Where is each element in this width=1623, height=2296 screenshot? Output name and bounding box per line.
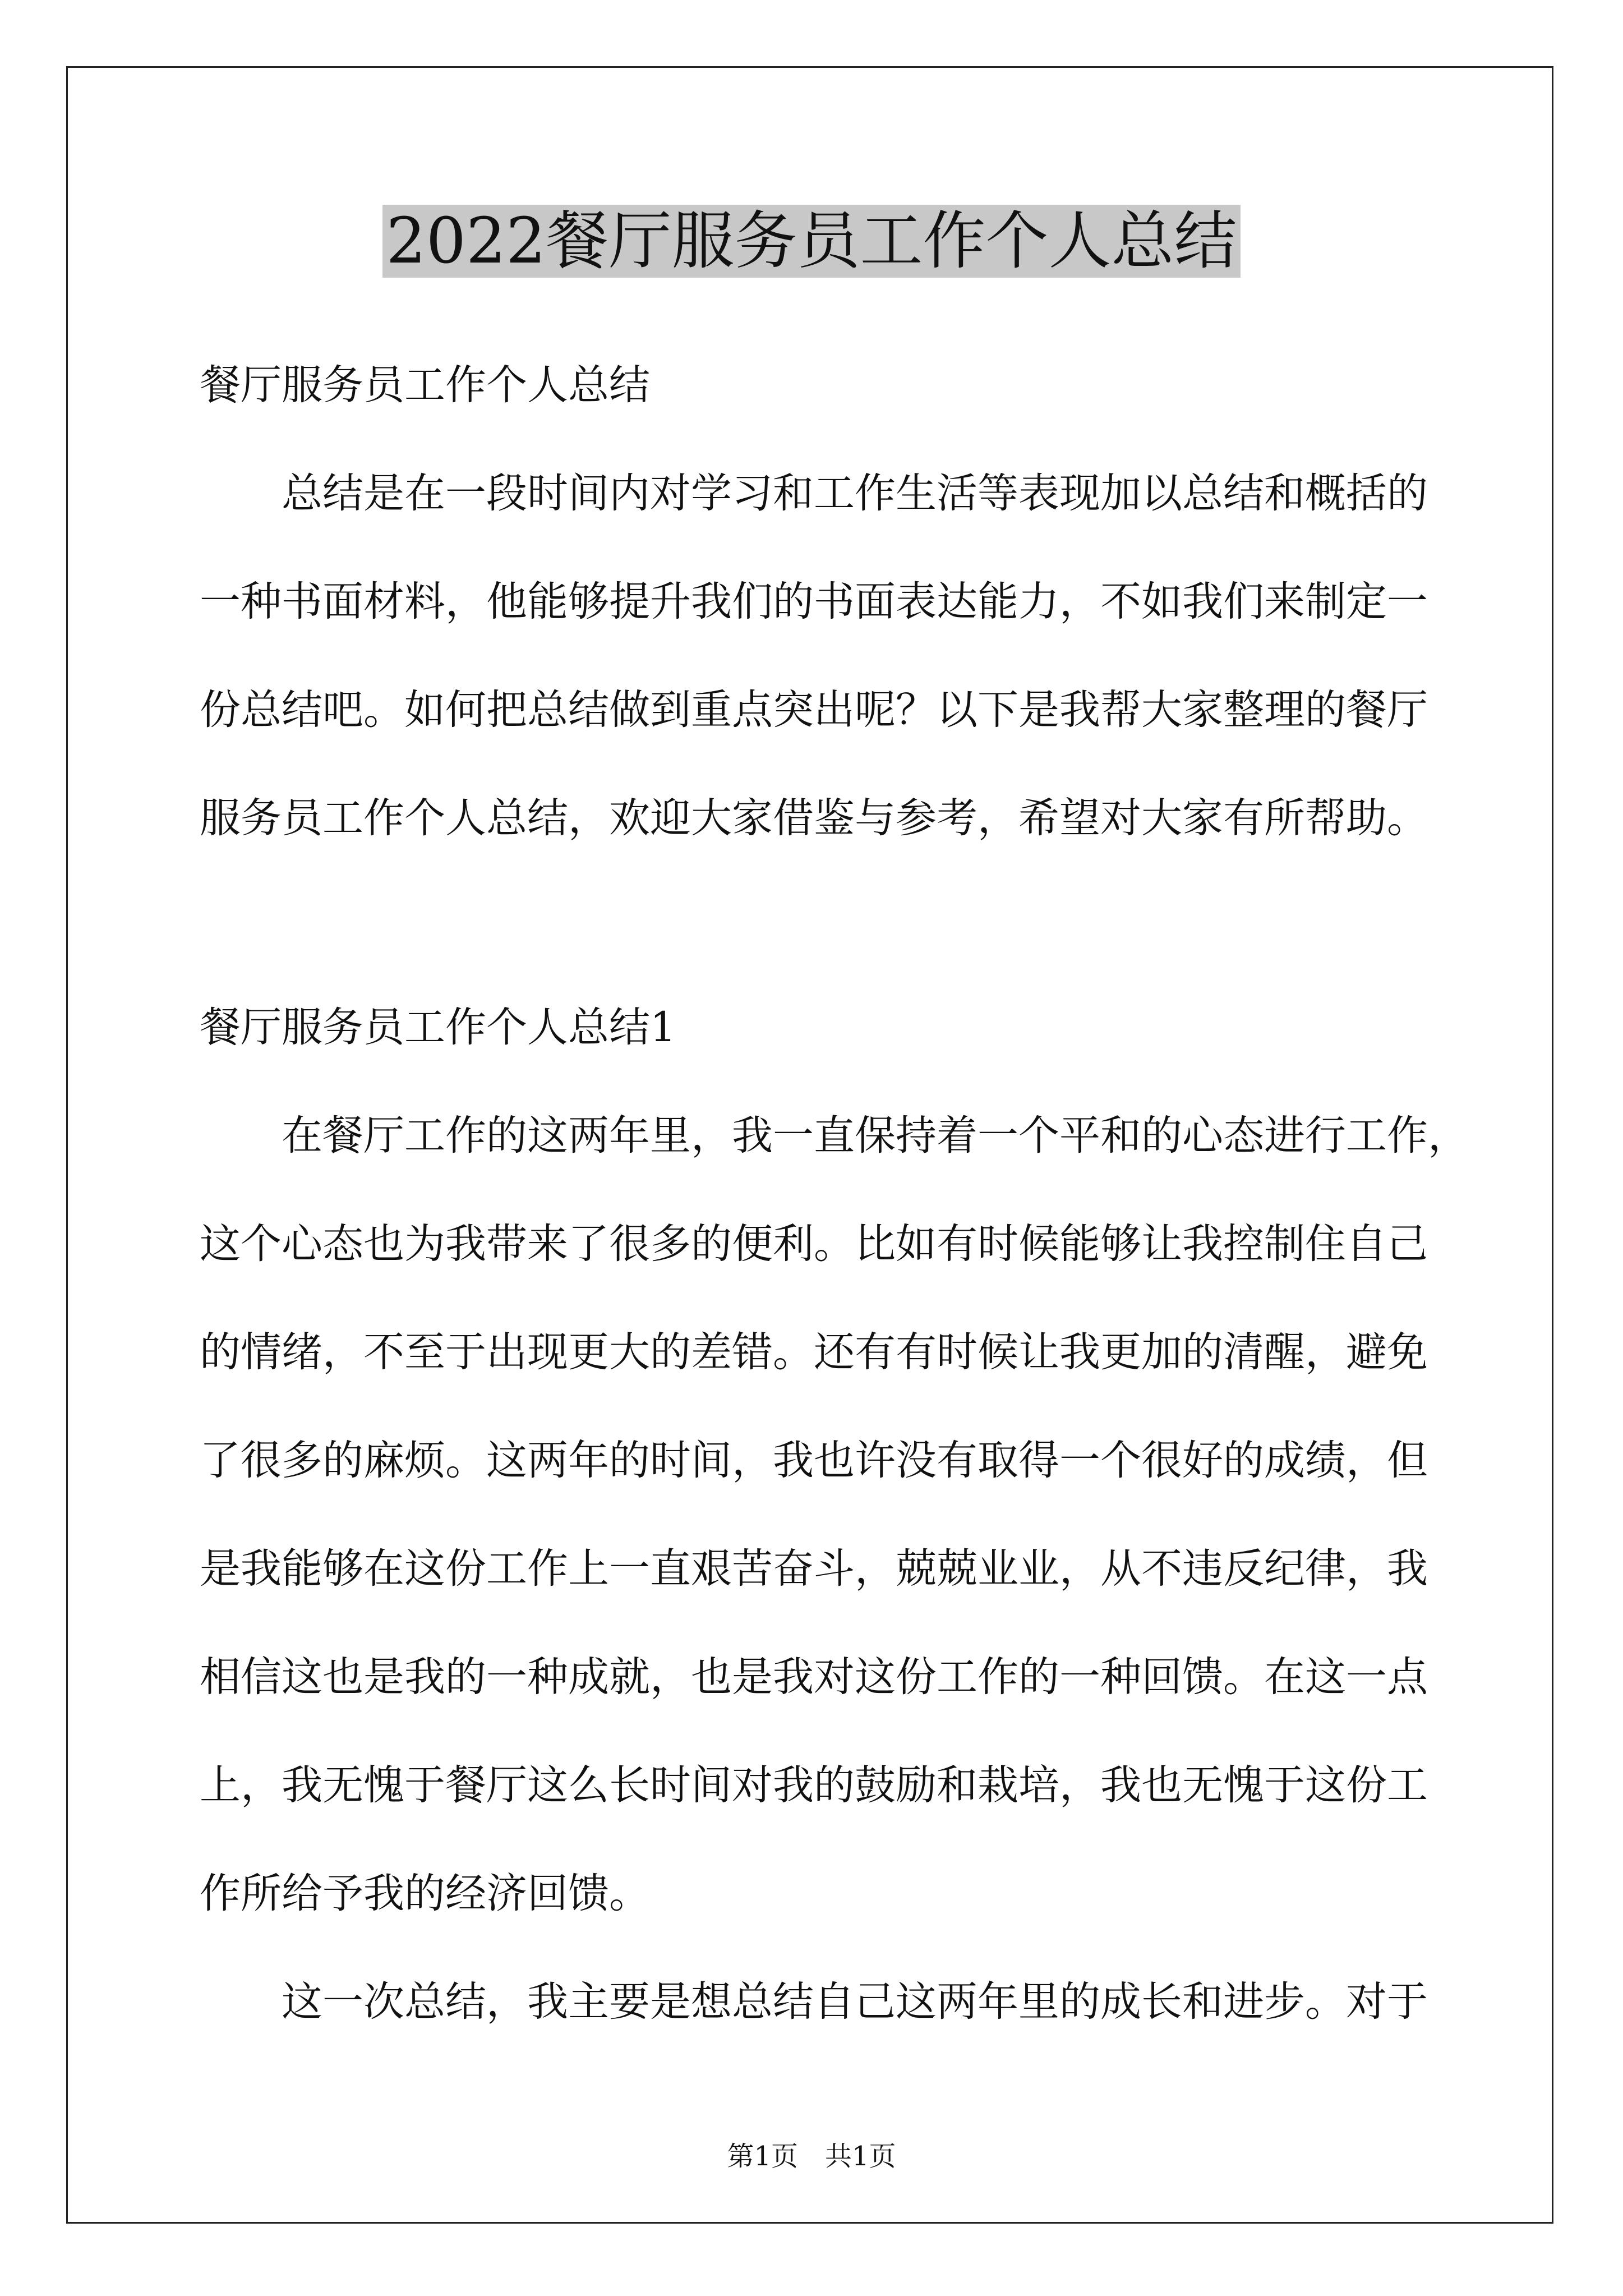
intro-line: 份总结吧。如何把总结做到重点突出呢？以下是我帮大家整理的餐厅	[200, 686, 1428, 734]
paragraph-line: 上，我无愧于餐厅这么长时间对我的鼓励和栽培，我也无愧于这份工	[200, 1761, 1428, 1809]
intro-line: 总结是在一段时间内对学习和工作生活等表现加以总结和概括的	[282, 470, 1428, 517]
intro-line: 一种书面材料，他能够提升我们的书面表达能力，不如我们来制定一	[200, 578, 1428, 625]
intro-paragraph	[200, 439, 1433, 872]
paragraph-line: 作所给予我的经济回馈。	[200, 1870, 650, 1917]
body-paragraph-1	[200, 1082, 1469, 1948]
paragraph-line: 这个心态也为我带来了很多的便利。比如有时候能够让我控制住自己	[200, 1220, 1428, 1268]
document-subtitle	[200, 331, 1433, 439]
paragraph-line: 在餐厅工作的这两年里，我一直保持着一个平和的心态进行工作，	[282, 1112, 1469, 1159]
paragraph-line: 了很多的麻烦。这两年的时间，我也许没有取得一个很好的成绩，但	[200, 1437, 1428, 1484]
page-footer: 第1页 共1页	[727, 2141, 896, 2172]
paragraph-line: 相信这也是我的一种成就，也是我对这份工作的一种回馈。在这一点	[200, 1653, 1428, 1701]
paragraph-line: 这一次总结，我主要是想总结自己这两年里的成长和进步。对于	[282, 1978, 1428, 2026]
document-title	[0, 196, 1623, 286]
paragraph-line: 的情绪，不至于出现更大的差错。还有有时候让我更加的清醒，避免	[200, 1328, 1428, 1376]
paragraph-line: 是我能够在这份工作上一直艰苦奋斗，兢兢业业，从不违反纪律，我	[200, 1545, 1428, 1593]
body-paragraph-2	[200, 1948, 1433, 2056]
document-subtitle-text: 餐厅服务员工作个人总结	[200, 361, 650, 409]
section-heading-text: 餐厅服务员工作个人总结1	[200, 1004, 676, 1051]
document-title-text: 2022餐厅服务员工作个人总结	[382, 205, 1240, 278]
section-heading	[200, 973, 1433, 1082]
intro-line: 服务员工作个人总结，欢迎大家借鉴与参考，希望对大家有所帮助。	[200, 794, 1428, 842]
